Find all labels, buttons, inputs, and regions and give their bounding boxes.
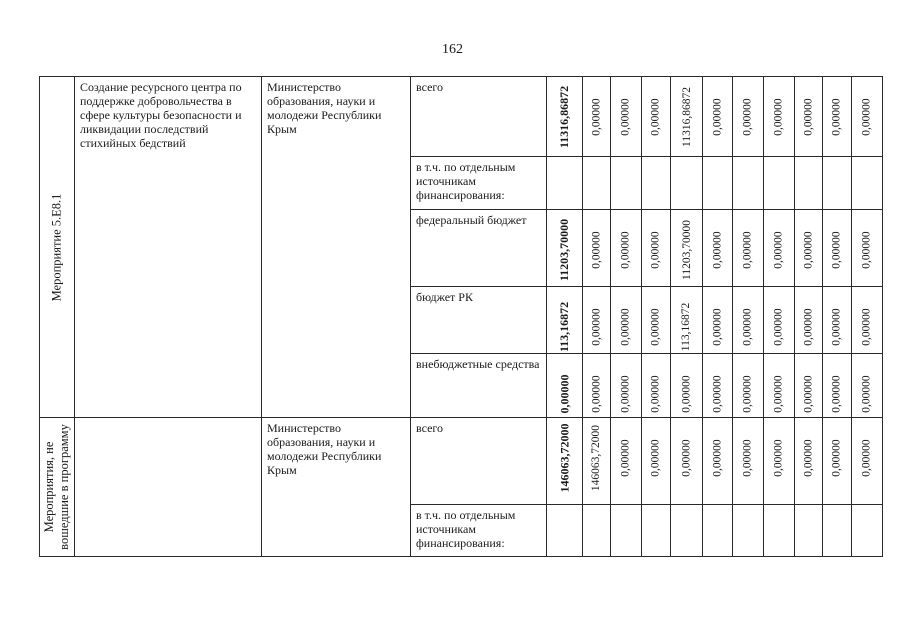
amount-value: 113,16872: [557, 301, 572, 353]
amount-cell: [823, 77, 852, 157]
amount-cell: [611, 505, 642, 557]
funding-source-label: всего: [416, 80, 444, 94]
amount-value: 0,00000: [831, 98, 843, 136]
amount-cell: [671, 210, 703, 287]
activity-name-cell: [75, 418, 262, 557]
amount-cell: [611, 418, 642, 505]
amount-cell: [703, 505, 733, 557]
executor-cell: [262, 418, 411, 557]
table-row: [40, 418, 883, 505]
amount-cell: [583, 354, 611, 418]
amount-cell: [611, 354, 642, 418]
activity-code-line: Мероприятие 5.Е8.1: [49, 193, 64, 301]
amount-value: 0,00000: [742, 375, 754, 413]
activity-name-cell: [75, 77, 262, 418]
amount-cell: [642, 354, 671, 418]
amount-cell: [823, 418, 852, 505]
amount-cell: [764, 210, 795, 287]
amount-value: 0,00000: [590, 375, 603, 413]
funding-source-cell: [411, 77, 547, 157]
amount-value: 11203,70000: [680, 220, 693, 280]
amount-value: 11316,86872: [557, 85, 572, 149]
amount-value: 0,00000: [650, 375, 662, 413]
amount-cell: [671, 287, 703, 354]
amount-cell: [733, 77, 764, 157]
amount-cell: [611, 157, 642, 210]
amount-cell: [703, 77, 733, 157]
amount-value: 0,00000: [557, 374, 572, 414]
amount-cell: [764, 418, 795, 505]
amount-cell: [852, 418, 883, 505]
amount-cell: [823, 354, 852, 418]
amount-cell: [642, 505, 671, 557]
amount-cell: [764, 354, 795, 418]
amount-value: 0,00000: [620, 98, 632, 136]
amount-cell: [764, 505, 795, 557]
amount-cell: [795, 287, 823, 354]
amount-value: 113,16872: [680, 302, 693, 352]
amount-value: 0,00000: [742, 308, 754, 346]
amount-cell: [795, 418, 823, 505]
amount-cell: [795, 210, 823, 287]
amount-value: 0,00000: [773, 98, 785, 136]
amount-value: 0,00000: [742, 98, 754, 136]
amount-cell: [583, 505, 611, 557]
total-amount-cell: [547, 157, 583, 210]
executor-cell: [262, 77, 411, 418]
amount-value: 0,00000: [773, 375, 785, 413]
amount-value: 0,00000: [831, 375, 843, 413]
amount-value: 0,00000: [773, 308, 785, 346]
amount-value: 0,00000: [773, 439, 785, 477]
total-amount-cell: [547, 77, 583, 157]
amount-value: 0,00000: [590, 231, 603, 269]
funding-source-label: в т.ч. по отдельным источникам финансирования:: [416, 508, 516, 550]
amount-cell: [671, 157, 703, 210]
amount-cell: [823, 210, 852, 287]
amount-cell: [611, 77, 642, 157]
amount-cell: [852, 354, 883, 418]
amount-cell: [703, 418, 733, 505]
funding-source-cell: [411, 354, 547, 418]
amount-value: 0,00000: [861, 439, 873, 477]
amount-cell: [733, 210, 764, 287]
amount-value: 0,00000: [802, 98, 815, 136]
amount-value: 0,00000: [620, 439, 632, 477]
amount-cell: [583, 77, 611, 157]
amount-value: 0,00000: [711, 439, 724, 477]
amount-value: 0,00000: [711, 375, 724, 413]
amount-value: 0,00000: [620, 231, 632, 269]
amount-cell: [733, 157, 764, 210]
amount-cell: [671, 77, 703, 157]
amount-value: 0,00000: [861, 231, 873, 269]
amount-value: 11203,70000: [557, 218, 572, 282]
amount-value: 0,00000: [773, 231, 785, 269]
amount-value: 0,00000: [650, 231, 662, 269]
amount-cell: [583, 157, 611, 210]
amount-cell: [642, 157, 671, 210]
funding-source-cell: [411, 418, 547, 505]
amount-value: 0,00000: [831, 231, 843, 269]
amount-cell: [852, 157, 883, 210]
executor-name: Министерство образования, науки и молодежи Республики Крым: [267, 80, 382, 136]
amount-cell: [611, 210, 642, 287]
amount-value: 0,00000: [742, 231, 754, 269]
amount-value: 0,00000: [711, 308, 724, 346]
activity-code: [50, 193, 65, 301]
total-amount-cell: [547, 287, 583, 354]
amount-cell: [823, 157, 852, 210]
amount-cell: [671, 505, 703, 557]
page-number: 162: [442, 42, 463, 57]
activity-code-line: Мероприятия, не: [42, 441, 57, 533]
amount-cell: [733, 418, 764, 505]
total-amount-cell: [547, 210, 583, 287]
amount-cell: [583, 287, 611, 354]
amount-cell: [823, 505, 852, 557]
amount-cell: [703, 210, 733, 287]
amount-cell: [852, 77, 883, 157]
amount-cell: [764, 157, 795, 210]
amount-cell: [703, 157, 733, 210]
amount-cell: [795, 157, 823, 210]
activity-name: [75, 418, 261, 421]
amount-value: 0,00000: [590, 308, 603, 346]
funding-source-cell: [411, 157, 547, 210]
total-amount-cell: [547, 505, 583, 557]
amount-cell: [642, 287, 671, 354]
activity-name: Создание ресурсного центра по поддержке добровольчества в сфере культуры безопасности и ликвидации последствий стихийных бедствий: [80, 80, 242, 150]
total-amount-cell: [547, 418, 583, 505]
amount-cell: [733, 287, 764, 354]
amount-value: 0,00000: [590, 98, 603, 136]
amount-value: 0,00000: [680, 439, 693, 477]
amount-cell: [852, 210, 883, 287]
amount-cell: [764, 287, 795, 354]
activity-code-cell: [40, 418, 75, 557]
funding-source-cell: [411, 287, 547, 354]
amount-cell: [583, 210, 611, 287]
amount-cell: [583, 418, 611, 505]
amount-cell: [642, 418, 671, 505]
amount-value: 0,00000: [650, 308, 662, 346]
amount-cell: [671, 354, 703, 418]
funding-source-label: в т.ч. по отдельным источникам финансирования:: [416, 160, 516, 202]
amount-cell: [642, 77, 671, 157]
amount-cell: [671, 418, 703, 505]
amount-value: 0,00000: [650, 98, 662, 136]
amount-value: 0,00000: [742, 439, 754, 477]
funding-source-label: всего: [416, 421, 444, 435]
funding-source-label: бюджет РК: [416, 290, 473, 304]
amount-value: 0,00000: [831, 439, 843, 477]
amount-value: 0,00000: [802, 439, 815, 477]
amount-value: 0,00000: [711, 98, 724, 136]
amount-value: 0,00000: [620, 308, 632, 346]
amount-value: 0,00000: [831, 308, 843, 346]
amount-value: 0,00000: [802, 231, 815, 269]
amount-cell: [852, 287, 883, 354]
amount-value: 146063,72000: [557, 423, 572, 493]
amount-value: 0,00000: [802, 375, 815, 413]
amount-cell: [733, 505, 764, 557]
amount-cell: [703, 287, 733, 354]
table-row: [40, 77, 883, 157]
amount-cell: [795, 77, 823, 157]
total-amount-cell: [547, 354, 583, 418]
amount-cell: [795, 354, 823, 418]
amount-value: 0,00000: [861, 308, 873, 346]
amount-cell: [764, 77, 795, 157]
activity-code-line: вошедшие в программу: [57, 424, 72, 550]
funding-source-cell: [411, 210, 547, 287]
amount-cell: [703, 354, 733, 418]
amount-value: 0,00000: [711, 231, 724, 269]
funding-source-label: внебюджетные средства: [416, 357, 540, 371]
amount-value: 0,00000: [861, 375, 873, 413]
amount-cell: [795, 505, 823, 557]
activity-code-cell: [40, 77, 75, 418]
amount-value: 0,00000: [620, 375, 632, 413]
amount-cell: [642, 210, 671, 287]
amount-value: 146063,72000: [590, 424, 603, 492]
amount-cell: [823, 287, 852, 354]
amount-value: 0,00000: [802, 308, 815, 346]
activity-code: [42, 424, 72, 550]
amount-cell: [611, 287, 642, 354]
amount-value: 11316,86872: [680, 87, 693, 147]
funding-source-cell: [411, 505, 547, 557]
budget-table: [39, 76, 883, 557]
amount-value: 0,00000: [861, 98, 873, 136]
funding-source-label: федеральный бюджет: [416, 213, 527, 227]
amount-value: 0,00000: [680, 375, 693, 413]
amount-cell: [733, 354, 764, 418]
amount-value: 0,00000: [650, 439, 662, 477]
amount-cell: [852, 505, 883, 557]
executor-name: Министерство образования, науки и молодежи Республики Крым: [267, 421, 382, 477]
